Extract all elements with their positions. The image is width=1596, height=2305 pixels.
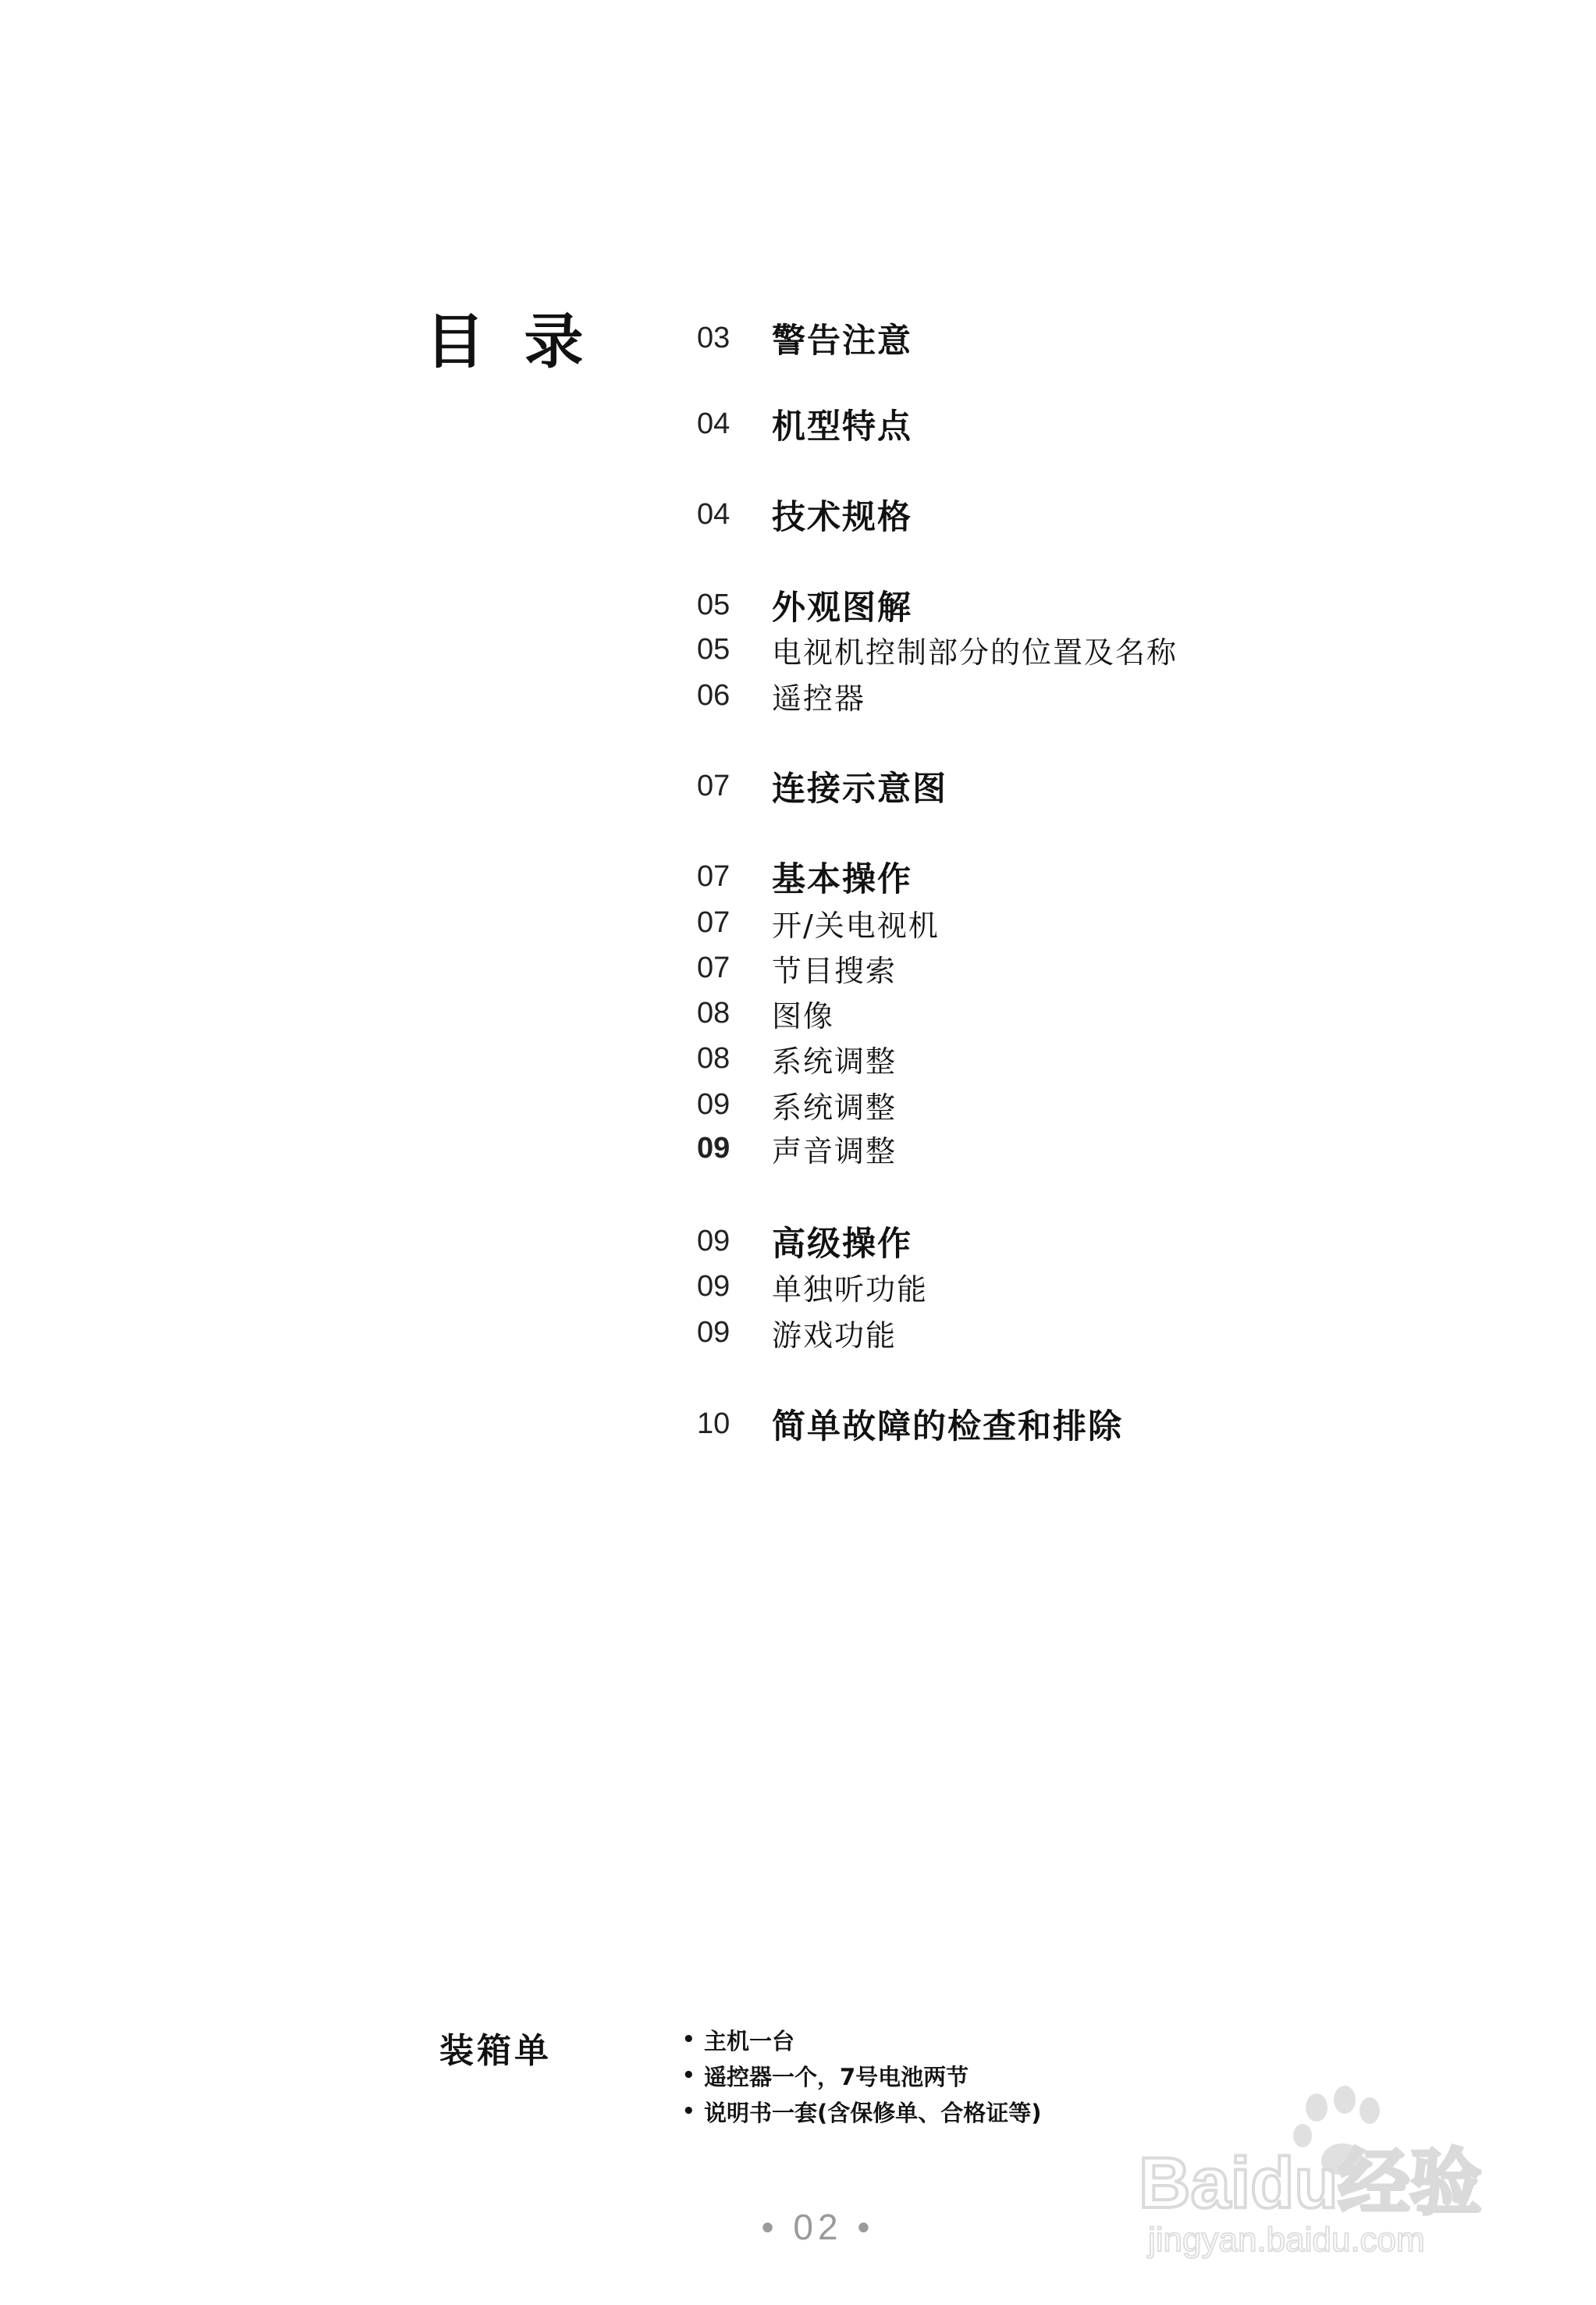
toc-entry-power-on-off[interactable]	[697, 903, 940, 942]
toc-entry-system-adjust[interactable]	[697, 1085, 897, 1124]
packing-list-title: 装箱单	[439, 2031, 552, 2071]
toc-page-number: 09	[697, 1315, 730, 1349]
toc-entry-label: 技术规格	[772, 497, 912, 537]
toc-entry-channel-search[interactable]	[697, 948, 897, 987]
toc-entry-label: 单独听功能	[772, 1272, 929, 1307]
toc-entry-label: 游戏功能	[772, 1318, 898, 1353]
toc-entry-label: 节目搜索	[772, 953, 898, 988]
toc-page-number: 07	[697, 859, 730, 893]
toc-entry-connection-diagram[interactable]	[697, 767, 947, 809]
packing-item-text: 说明书一套(含保修单、合格证等)	[704, 2099, 1042, 2126]
toc-entry-appearance[interactable]	[697, 585, 912, 628]
toc-page-number: 05	[697, 588, 730, 621]
watermark-brand: Baidu经验	[1139, 2143, 1482, 2223]
toc-entry-advanced-operation[interactable]	[697, 1222, 912, 1264]
toc-entry-specifications[interactable]	[697, 495, 912, 537]
toc-page-number: 06	[697, 678, 730, 712]
toc-page-number: 10	[697, 1407, 730, 1440]
toc-entry-label: 开/关电视机	[772, 908, 940, 943]
toc-entry-model-features[interactable]	[697, 404, 912, 446]
toc-page-number: 07	[697, 951, 730, 984]
toc-entry-label: 声音调整	[772, 1133, 898, 1169]
toc-page-number: 03	[697, 321, 730, 354]
toc-page-number: 04	[697, 497, 730, 531]
toc-entry-label: 警告注意	[772, 321, 912, 361]
bullet-icon: •	[682, 2064, 695, 2087]
toc-page-number: 07	[697, 769, 730, 802]
toc-entry-system-adjust[interactable]	[697, 1039, 897, 1078]
packing-list	[682, 2022, 1042, 2129]
toc-page-number: 09	[697, 1224, 730, 1257]
watermark-url: jingyan.baidu.com	[1148, 2221, 1425, 2259]
toc-page-number: 09	[697, 1269, 730, 1303]
toc-page-number: 05	[697, 632, 730, 666]
toc-entry-control-locations[interactable]	[697, 630, 1178, 669]
toc-entry-label: 电视机控制部分的位置及名称	[772, 635, 1178, 670]
toc-entry-basic-operation[interactable]	[697, 857, 912, 899]
toc-entry-label: 高级操作	[772, 1224, 912, 1264]
packing-item-text: 遥控器一个，7号电池两节	[704, 2063, 969, 2090]
toc-entry-sound-adjust[interactable]	[697, 1129, 897, 1168]
toc-page-number: 09	[697, 1087, 730, 1121]
packing-list-item	[682, 2058, 1042, 2093]
toc-entry-label: 简单故障的检查和排除	[772, 1407, 1123, 1446]
packing-item-text: 主机一台	[704, 2027, 795, 2054]
toc-page-number: 04	[697, 407, 730, 440]
packing-list-item	[682, 2022, 1042, 2058]
page-title: 目 录	[425, 307, 593, 376]
toc-entry-game-function[interactable]	[697, 1313, 897, 1352]
bullet-icon: •	[682, 2028, 695, 2051]
toc-entry-remote-control[interactable]	[697, 676, 866, 715]
toc-entry-label: 遥控器	[772, 681, 866, 716]
toc-page-number: 07	[697, 905, 730, 939]
toc-entry-label: 连接示意图	[772, 769, 947, 809]
baidu-watermark-logo	[1136, 2076, 1526, 2264]
packing-list-item	[682, 2093, 1042, 2129]
toc-page-number: 08	[697, 996, 730, 1030]
toc-entry-label: 系统调整	[772, 1044, 898, 1079]
toc-entry-label: 机型特点	[772, 407, 912, 446]
bullet-icon: •	[682, 2100, 695, 2123]
toc-page-number: 08	[697, 1041, 730, 1075]
toc-entry-label: 外观图解	[772, 588, 912, 628]
toc-entry-solo-listen[interactable]	[697, 1267, 928, 1306]
toc-entry-label: 系统调整	[772, 1090, 898, 1125]
page-number: • 02 •	[761, 2207, 875, 2247]
toc-entry-warnings[interactable]	[697, 318, 912, 361]
toc-page-number: 09	[697, 1131, 730, 1165]
toc-entry-label: 基本操作	[772, 859, 912, 899]
table-of-contents	[697, 0, 1477, 1561]
toc-entry-label: 图像	[772, 998, 835, 1033]
toc-entry-troubleshooting[interactable]	[697, 1404, 1123, 1446]
toc-entry-picture[interactable]	[697, 994, 834, 1033]
